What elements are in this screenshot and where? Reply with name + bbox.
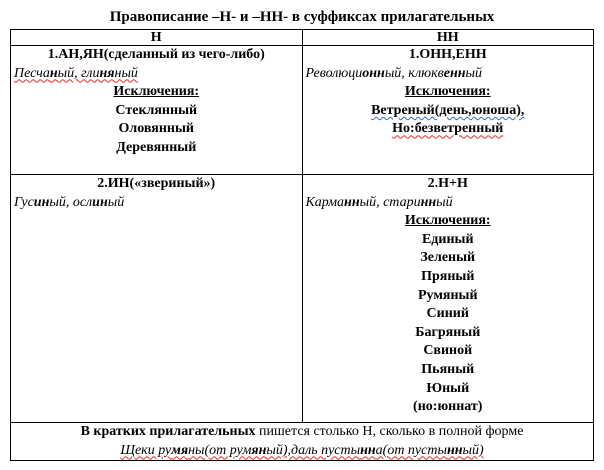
- exception-word: Пьяный: [421, 361, 475, 377]
- rule-title: 2.ИН(«звериный»): [97, 176, 216, 191]
- footer-cell: [11, 423, 594, 461]
- table-header-row: [11, 30, 594, 46]
- exception-word: Стеклянный: [115, 102, 198, 118]
- example-word: Песчаный, глиняный: [14, 65, 138, 81]
- exception-word: Юный: [426, 380, 470, 396]
- exception-word: Багряный: [415, 324, 481, 340]
- rule-title: 1.АН,ЯН(сделанный из чего-либо): [47, 47, 265, 62]
- rule-example: Революционный, клюквенный: [305, 65, 482, 81]
- exceptions-label: Исключения:: [404, 84, 491, 100]
- exception-word: Оловянный: [118, 121, 194, 137]
- rule-cell-n-plus-n: [302, 175, 594, 423]
- exception-word: (но:юннат): [413, 399, 483, 415]
- rule-cell-an-yan: [11, 46, 303, 175]
- exception-word: Деревянный: [116, 139, 197, 155]
- exception-word: Свиной: [423, 343, 473, 359]
- exception-word: Единый: [421, 231, 474, 247]
- exception-word: Румяный: [417, 287, 478, 303]
- footer-row: [11, 423, 594, 461]
- rule-example: Гусиный, ослиный: [14, 194, 125, 210]
- exceptions-label: Исключения:: [113, 84, 200, 100]
- rule-example: Карманный, старинный: [305, 194, 453, 210]
- header-n: Н: [11, 30, 303, 46]
- exception-word: Но:безветренный: [392, 121, 504, 137]
- table-row: [11, 46, 594, 175]
- footer-rule: В кратких прилагательных пишется столько Н, сколько в полной форме: [80, 424, 524, 439]
- table-row: [11, 175, 594, 423]
- exception-word: Зеленый: [420, 250, 476, 266]
- rule-title: 2.Н+Н: [427, 176, 468, 191]
- rule-cell-in: [11, 175, 303, 423]
- rules-table: [10, 29, 594, 461]
- footer-example: Щеки румяны(от румяный),даль пустынна(от пустынный): [120, 442, 484, 458]
- header-nn: НН: [302, 30, 594, 46]
- exception-word: Синий: [426, 306, 469, 322]
- rule-cell-onn-enn: [302, 46, 594, 175]
- exceptions-label: Исключения:: [404, 213, 491, 229]
- exception-word: Пряный: [421, 268, 475, 284]
- page-title: Правописание –Н- и –НН- в суффиксах прилагательных: [109, 9, 495, 25]
- exception-word: Ветреный(день,юноша),: [371, 102, 525, 118]
- rule-title: 1.ОНН,ЕНН: [408, 47, 487, 62]
- rule-example: [14, 65, 299, 84]
